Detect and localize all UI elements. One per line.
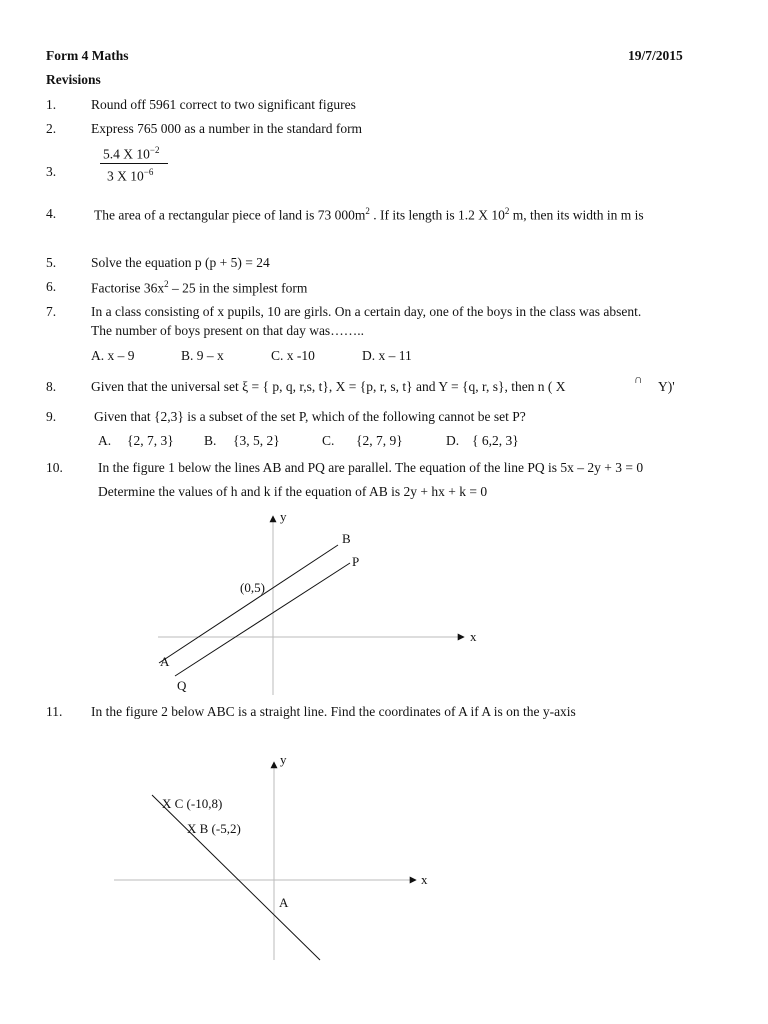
option-d: D. x – 11: [362, 348, 412, 363]
option-a-set: {2, 7, 3}: [127, 433, 174, 448]
line-abc: [152, 795, 320, 960]
option-b: B. 9 – x: [181, 348, 224, 363]
option-b-letter: B.: [204, 433, 217, 448]
question-text: Given that the universal set ξ = { p, q, r,s, t}, X = {p, r, s, t} and Y = {q, r, s}, then n ( X: [91, 379, 566, 394]
option-c: C. x -10: [271, 348, 315, 363]
question-text: Express 765 000 as a number in the standard form: [91, 121, 363, 136]
question-text: Round off 5961 correct to two significant figures: [91, 97, 356, 112]
question-text: Given that {2,3} is a subset of the set P, which of the following cannot be set P?: [94, 409, 526, 424]
question-number: 11.: [46, 704, 63, 719]
question-text: Factorise $36x^2 - 25$ in the simplest form: [91, 279, 308, 296]
question-line: The number of boys present on that day was……..: [91, 323, 364, 338]
question-text: Solve the equation p (p + 5) = 24: [91, 255, 270, 270]
point-label: (0,5): [240, 580, 265, 595]
x-axis-label: x: [470, 629, 477, 644]
option-a: A. x – 9: [91, 348, 135, 363]
question-number: 5.: [46, 255, 57, 270]
question-number: 1.: [46, 97, 57, 112]
option-c-letter: C.: [322, 433, 335, 448]
question-line: In the figure 1 below the lines AB and PQ are parallel. The equation of the line PQ is 5x – 2y + 3 = 0: [98, 460, 644, 475]
question-line: Determine the values of h and k if the equation of AB is 2y + hx + k = 0: [98, 484, 488, 499]
question-number: 4.: [46, 206, 57, 221]
option-c-set: {2, 7, 9}: [356, 433, 403, 448]
label-a: A: [279, 895, 289, 910]
question-number: 3.: [46, 164, 57, 179]
intersection-symbol: ∩: [634, 372, 643, 386]
question-line: In a class consisting of x pupils, 10 are girls. On a certain day, one of the boys in the class was absent.: [91, 304, 642, 319]
label-a: A: [160, 654, 170, 669]
fraction-denominator: 3 X $10^{-6}$: [107, 167, 154, 184]
option-d-set: { 6,2, 3}: [472, 433, 519, 448]
x-axis-label: x: [421, 872, 428, 887]
point-b-label: X B (-5,2): [187, 821, 241, 836]
point-c-label: X C (-10,8): [162, 796, 223, 811]
question-number: 8.: [46, 379, 57, 394]
option-b-set: {3, 5, 2}: [233, 433, 280, 448]
document-subtitle: Revisions: [46, 72, 101, 87]
question-number: 10.: [46, 460, 63, 475]
question-text-end: Y)': [658, 379, 675, 394]
y-axis-label: y: [280, 752, 287, 767]
question-number: 7.: [46, 304, 57, 319]
question-text: In the figure 2 below ABC is a straight line. Find the coordinates of A if A is on the y-axis: [91, 704, 576, 719]
question-number: 9.: [46, 409, 57, 424]
option-d-letter: D.: [446, 433, 460, 448]
fraction-numerator: 5.4 X $10^{-2}$: [103, 145, 160, 162]
question-number: 2.: [46, 121, 57, 136]
question-text: The area of a rectangular piece of land is 73 $000m^2$ . If its length is 1.2 X $10^2$ m, then its width in m is: [94, 206, 644, 223]
question-number: 6.: [46, 279, 57, 294]
y-axis-label: y: [280, 509, 287, 524]
label-b: B: [342, 531, 351, 546]
document-title: Form 4 Maths: [46, 48, 129, 63]
option-a-letter: A.: [98, 433, 112, 448]
label-p: P: [352, 554, 360, 569]
document-date: 19/7/2015: [628, 48, 683, 63]
label-q: Q: [177, 678, 187, 693]
